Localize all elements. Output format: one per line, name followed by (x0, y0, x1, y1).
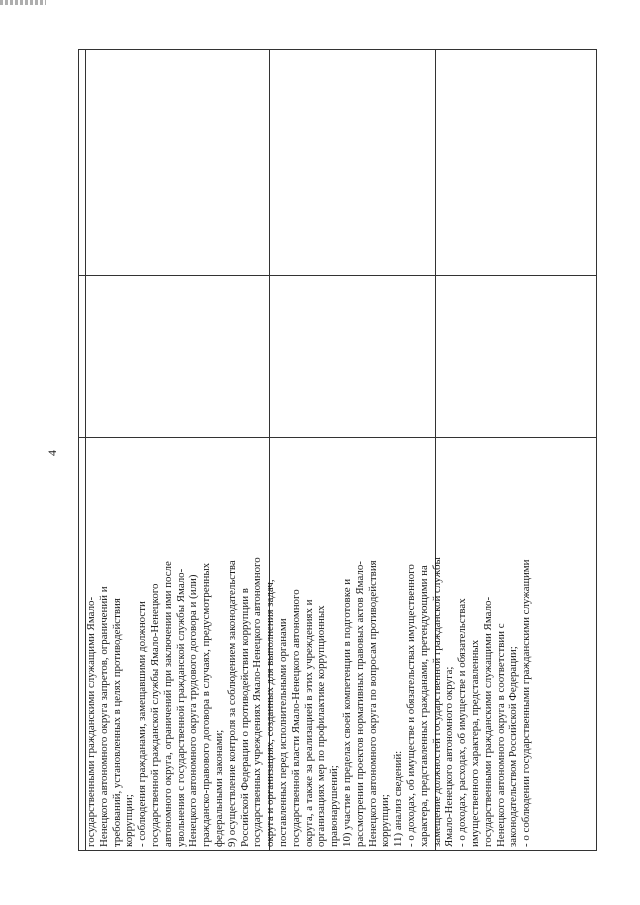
cell-text-line: автономного округа, ограничений при заключении ими после (161, 561, 174, 847)
cell-text-line: - о доходах, расходах, об имуществе и обязательствах (456, 598, 469, 847)
cell-text-line: правонарушений; (328, 765, 341, 847)
cell-text-line: поставленных перед исполнительными органами (276, 618, 289, 847)
cell-text-line: - о соблюдении государственными гражданскими служащими (520, 559, 533, 847)
page-number: 4 (45, 450, 59, 456)
cell-text-line: 9) осуществление контроля за соблюдением законодательства (225, 560, 238, 847)
cell-text-line: увольнения с государственной гражданской службы Ямало- (174, 568, 187, 847)
cell-text-line: Ненецкого автономного округа запретов, ограничений и (97, 586, 110, 847)
cell-text-line: рассмотрении проектов нормативных правовых актов Ямало- (353, 561, 366, 847)
cell-text-line: характера, представленных гражданами, претендующими на (417, 565, 430, 847)
cell-text-line: 11) анализ сведений: (392, 750, 405, 847)
cell-text-line: государственными гражданскими служащими Ямало- (85, 596, 97, 847)
table-cell-empty (86, 50, 269, 275)
table-cell-empty (86, 276, 597, 437)
cell-text-line: организациях мер по профилактике коррупционных (315, 605, 328, 847)
rotated-cell-content (85, 438, 597, 851)
cell-text-line: государственных учреждениях Ямало-Ненецкого автономного (251, 557, 264, 847)
cell-text-line: имущественного характера, представленных (468, 639, 481, 847)
cell-text-line: коррупции; (123, 794, 136, 847)
cell-text-line: замещение должностей государственной гражданской службы (430, 557, 443, 847)
cell-text-line: округа и организациях, созданных для выполнения задач, (264, 579, 277, 847)
cell-text-line: гражданско-правового договора в случаях, предусмотренных (200, 562, 213, 847)
cell-text-line: государственной гражданской службы Ямало-Ненецкого (148, 583, 161, 847)
scan-corner-mark (0, 0, 46, 5)
table-cell-empty (436, 50, 597, 275)
cell-text-line: - о доходах, об имуществе и обязательствах имущественного (404, 564, 417, 847)
cell-text-line: законодательством Российской Федерации; (507, 646, 520, 847)
table-cell-empty (270, 50, 435, 275)
cell-text-line: требований, установленных в целях противодействия (110, 598, 123, 847)
cell-text-line: - соблюдения гражданами, замещавшими должности (136, 601, 149, 847)
cell-text-line: федеральными законами; (212, 729, 225, 847)
cell-text-line: Российской Федерации о противодействии коррупции в (238, 588, 251, 847)
cell-text-line: Ямало-Ненецкого автономного округа; (443, 666, 456, 847)
cell-text-line: государственными гражданскими служащими Ямало- (481, 596, 494, 847)
cell-text-line: коррупции; (379, 794, 392, 847)
cell-text-line: Ненецкого автономного округа трудового договора и (или) (187, 574, 200, 847)
cell-text-line: Ненецкого автономного округа по вопросам противодействия (366, 560, 379, 847)
table-cell-text (85, 438, 597, 851)
cell-text-line: Ненецкого автономного округа в соответствии с (494, 623, 507, 847)
cell-text-line: 10) участие в пределах своей компетенции в подготовке и (340, 578, 353, 847)
cell-text-line: государственной власти Ямало-Ненецкого автономного (289, 589, 302, 847)
cell-text-line: округа, а также за реализацией в этих учреждениях и (302, 599, 315, 847)
